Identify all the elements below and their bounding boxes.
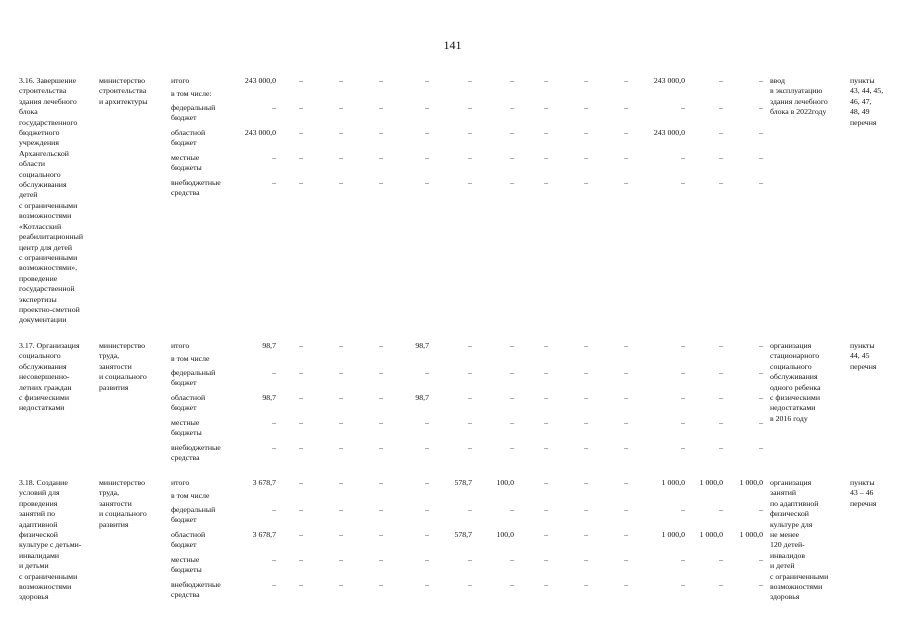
year-amount: – (299, 418, 303, 427)
year-amount: – (624, 368, 628, 377)
year-amount: – (681, 103, 685, 112)
year-amount: 243 000,0 (653, 76, 685, 85)
year-amount: – (681, 505, 685, 514)
total-amount: 243 000,0 (244, 76, 276, 85)
year-amount: – (584, 555, 588, 564)
year-amount: – (624, 341, 628, 350)
year-amount: – (624, 128, 628, 137)
year-amount: – (624, 580, 628, 589)
year-amount: – (584, 580, 588, 589)
total-amount: – (272, 505, 276, 514)
year-amount: – (544, 555, 548, 564)
year-amount: – (584, 478, 588, 487)
total-amount: 98,7 (262, 341, 276, 350)
year-amount: – (719, 128, 723, 137)
year-amount: 1 000,0 (699, 530, 723, 539)
list-items-reference: пункты 44, 45 перечня (850, 341, 877, 371)
year-amount: – (468, 555, 472, 564)
year-amount: – (544, 178, 548, 187)
year-amount: – (759, 393, 763, 402)
total-amount: – (272, 443, 276, 452)
year-amount: – (584, 178, 588, 187)
year-amount: – (624, 153, 628, 162)
year-amount: – (299, 530, 303, 539)
executor: министерство труда, занятости и социального развития (99, 341, 147, 392)
year-amount: 100,0 (496, 530, 514, 539)
year-amount: – (544, 153, 548, 162)
year-amount: – (759, 76, 763, 85)
year-amount: – (339, 128, 343, 137)
year-amount: – (624, 505, 628, 514)
year-amount: – (299, 555, 303, 564)
year-amount: – (339, 393, 343, 402)
year-amount: – (468, 393, 472, 402)
total-amount: – (272, 555, 276, 564)
measure-title: 3.18. Создание условий для проведения занятий по адаптивной физической культуре с детьми- инвалидами и детьми с ограниченными возможностями здоровья (19, 478, 82, 602)
year-amount: 1 000,0 (739, 478, 763, 487)
year-amount: – (759, 341, 763, 350)
year-amount: – (584, 505, 588, 514)
funding-source: местные бюджеты (171, 153, 202, 173)
year-amount: – (299, 178, 303, 187)
year-amount: – (544, 418, 548, 427)
year-amount: – (468, 418, 472, 427)
year-amount: – (624, 478, 628, 487)
year-amount: – (299, 341, 303, 350)
year-amount: – (510, 580, 514, 589)
year-amount: – (425, 153, 429, 162)
year-amount: 578,7 (454, 530, 472, 539)
year-amount: – (468, 103, 472, 112)
year-amount: – (719, 505, 723, 514)
year-amount: – (584, 368, 588, 377)
list-items-reference: пункты 43, 44, 45, 46, 47, 48, 49 перечня (850, 76, 884, 127)
total-amount: – (272, 153, 276, 162)
year-amount: – (719, 418, 723, 427)
funding-source: внебюджетные средства (171, 178, 221, 198)
total-amount: – (272, 580, 276, 589)
year-amount: – (584, 341, 588, 350)
total-amount: 3 678,7 (252, 530, 276, 539)
year-amount: – (681, 418, 685, 427)
expected-result: организация стационарного социального обслуживания одного ребенка с физическими недостатками в 2016 году (770, 341, 821, 423)
year-amount: – (339, 580, 343, 589)
year-amount: 98,7 (415, 393, 429, 402)
year-amount: – (425, 478, 429, 487)
year-amount: 1 000,0 (739, 530, 763, 539)
year-amount: – (759, 153, 763, 162)
year-amount: – (759, 368, 763, 377)
year-amount: – (510, 443, 514, 452)
year-amount: – (339, 555, 343, 564)
year-amount: – (425, 178, 429, 187)
year-amount: – (299, 443, 303, 452)
year-amount: 1 000,0 (661, 478, 685, 487)
year-amount: – (339, 530, 343, 539)
total-amount: 243 000,0 (244, 128, 276, 137)
year-amount: – (468, 178, 472, 187)
expected-result: ввод в эксплуатацию здания лечебного блока в 2022году (770, 76, 828, 117)
year-amount: – (584, 128, 588, 137)
year-amount: 1 000,0 (661, 530, 685, 539)
year-amount: – (425, 76, 429, 85)
funding-source: в том числе (171, 491, 210, 500)
year-amount: – (624, 103, 628, 112)
year-amount: – (544, 505, 548, 514)
year-amount: 100,0 (496, 478, 514, 487)
year-amount: – (624, 555, 628, 564)
year-amount: – (759, 443, 763, 452)
executor: министерство строительства и архитектуры (99, 76, 148, 106)
year-amount: – (544, 103, 548, 112)
funding-source: местные бюджеты (171, 555, 202, 575)
year-amount: – (759, 418, 763, 427)
year-amount: – (339, 153, 343, 162)
total-amount: 3 678,7 (252, 478, 276, 487)
year-amount: 243 000,0 (653, 128, 685, 137)
year-amount: – (339, 368, 343, 377)
year-amount: – (624, 530, 628, 539)
year-amount: – (299, 128, 303, 137)
year-amount: – (681, 393, 685, 402)
year-amount: – (624, 418, 628, 427)
year-amount: – (584, 153, 588, 162)
year-amount: – (510, 393, 514, 402)
year-amount: – (379, 555, 383, 564)
year-amount: – (379, 478, 383, 487)
year-amount: – (468, 341, 472, 350)
year-amount: – (379, 128, 383, 137)
year-amount: – (681, 153, 685, 162)
funding-source: федеральный бюджет (171, 368, 216, 388)
year-amount: – (425, 505, 429, 514)
year-amount: – (544, 580, 548, 589)
year-amount: 1 000,0 (699, 478, 723, 487)
year-amount: – (719, 76, 723, 85)
year-amount: – (339, 178, 343, 187)
funding-source: местные бюджеты (171, 418, 202, 438)
year-amount: – (681, 580, 685, 589)
total-amount: – (272, 418, 276, 427)
year-amount: – (425, 555, 429, 564)
year-amount: – (719, 103, 723, 112)
list-items-reference: пункты 43 – 46 перечня (850, 478, 877, 508)
year-amount: – (425, 580, 429, 589)
year-amount: – (468, 76, 472, 85)
year-amount: – (624, 393, 628, 402)
total-amount: 98,7 (262, 393, 276, 402)
year-amount: – (468, 128, 472, 137)
year-amount: – (339, 505, 343, 514)
year-amount: – (584, 76, 588, 85)
year-amount: – (584, 393, 588, 402)
year-amount: – (510, 505, 514, 514)
year-amount: – (544, 76, 548, 85)
year-amount: – (425, 128, 429, 137)
year-amount: – (425, 103, 429, 112)
year-amount: – (584, 418, 588, 427)
year-amount: – (510, 368, 514, 377)
year-amount: – (379, 341, 383, 350)
year-amount: – (544, 128, 548, 137)
funding-source: итого (171, 76, 190, 85)
year-amount: – (379, 178, 383, 187)
total-amount: – (272, 103, 276, 112)
year-amount: – (379, 153, 383, 162)
year-amount: – (719, 178, 723, 187)
year-amount: – (759, 580, 763, 589)
year-amount: – (510, 341, 514, 350)
year-amount: – (510, 555, 514, 564)
year-amount: – (299, 368, 303, 377)
year-amount: – (299, 103, 303, 112)
year-amount: – (719, 341, 723, 350)
year-amount: – (379, 393, 383, 402)
year-amount: – (299, 76, 303, 85)
year-amount: – (624, 76, 628, 85)
year-amount: – (681, 368, 685, 377)
total-amount: – (272, 368, 276, 377)
year-amount: – (719, 153, 723, 162)
year-amount: – (299, 505, 303, 514)
year-amount: – (299, 393, 303, 402)
year-amount: – (544, 341, 548, 350)
year-amount: – (510, 418, 514, 427)
year-amount: – (510, 76, 514, 85)
total-amount: – (272, 178, 276, 187)
funding-source: областной бюджет (171, 393, 206, 413)
page-number: 141 (443, 38, 462, 52)
year-amount: – (510, 128, 514, 137)
year-amount: – (339, 443, 343, 452)
year-amount: – (425, 443, 429, 452)
year-amount: – (425, 530, 429, 539)
year-amount: – (719, 555, 723, 564)
year-amount: – (681, 178, 685, 187)
year-amount: – (339, 418, 343, 427)
year-amount: – (379, 368, 383, 377)
funding-source: внебюджетные средства (171, 443, 221, 463)
year-amount: – (510, 178, 514, 187)
year-amount: – (584, 530, 588, 539)
year-amount: – (719, 368, 723, 377)
year-amount: – (510, 153, 514, 162)
year-amount: – (299, 580, 303, 589)
year-amount: – (719, 393, 723, 402)
year-amount: – (584, 443, 588, 452)
year-amount: – (468, 368, 472, 377)
year-amount: – (584, 103, 588, 112)
year-amount: – (299, 478, 303, 487)
year-amount: – (468, 580, 472, 589)
year-amount: – (544, 443, 548, 452)
year-amount: – (379, 103, 383, 112)
year-amount: – (681, 443, 685, 452)
year-amount: – (425, 418, 429, 427)
year-amount: – (339, 103, 343, 112)
year-amount: – (379, 580, 383, 589)
funding-source: итого (171, 341, 190, 350)
year-amount: – (544, 368, 548, 377)
year-amount: – (719, 580, 723, 589)
year-amount: – (759, 103, 763, 112)
measure-title: 3.17. Организация социального обслуживания несовершенно- летних граждан с физическими недостатками (19, 341, 80, 413)
year-amount: 98,7 (415, 341, 429, 350)
year-amount: – (544, 478, 548, 487)
year-amount: – (759, 555, 763, 564)
year-amount: – (510, 103, 514, 112)
executor: министерство труда, занятости и социального развития (99, 478, 147, 529)
year-amount: – (379, 418, 383, 427)
funding-source: в том числе (171, 354, 210, 363)
year-amount: – (339, 478, 343, 487)
year-amount: – (379, 505, 383, 514)
year-amount: – (379, 76, 383, 85)
year-amount: – (624, 178, 628, 187)
year-amount: – (681, 341, 685, 350)
year-amount: – (759, 178, 763, 187)
year-amount: – (339, 341, 343, 350)
year-amount: – (339, 76, 343, 85)
funding-source: федеральный бюджет (171, 103, 216, 123)
year-amount: – (379, 530, 383, 539)
year-amount: – (468, 443, 472, 452)
measure-title: 3.16. Завершение строительства здания лечебного блока государственного бюджетного учреждения Архангельской области социального обслуживания детей с ограниченными возможностями «Котласский реабилитационный центр для детей с ограниченными возможностями», проведение государственной экспертизы проектно-сметной документации (19, 76, 84, 325)
funding-source: федеральный бюджет (171, 505, 216, 525)
year-amount: – (425, 368, 429, 377)
funding-source: внебюджетные средства (171, 580, 221, 600)
funding-source: в том числе: (171, 89, 212, 98)
funding-source: областной бюджет (171, 128, 206, 148)
funding-source: областной бюджет (171, 530, 206, 550)
expected-result: организация занятий по адаптивной физической культуре для не менее 120 детей- инвалидов и детей с ограниченными возможностями здоровья (770, 478, 829, 602)
year-amount: 578,7 (454, 478, 472, 487)
year-amount: – (468, 505, 472, 514)
year-amount: – (759, 505, 763, 514)
year-amount: – (719, 443, 723, 452)
funding-source: итого (171, 478, 190, 487)
year-amount: – (681, 555, 685, 564)
year-amount: – (468, 153, 472, 162)
year-amount: – (759, 128, 763, 137)
year-amount: – (544, 530, 548, 539)
year-amount: – (544, 393, 548, 402)
year-amount: – (299, 153, 303, 162)
year-amount: – (379, 443, 383, 452)
year-amount: – (624, 443, 628, 452)
